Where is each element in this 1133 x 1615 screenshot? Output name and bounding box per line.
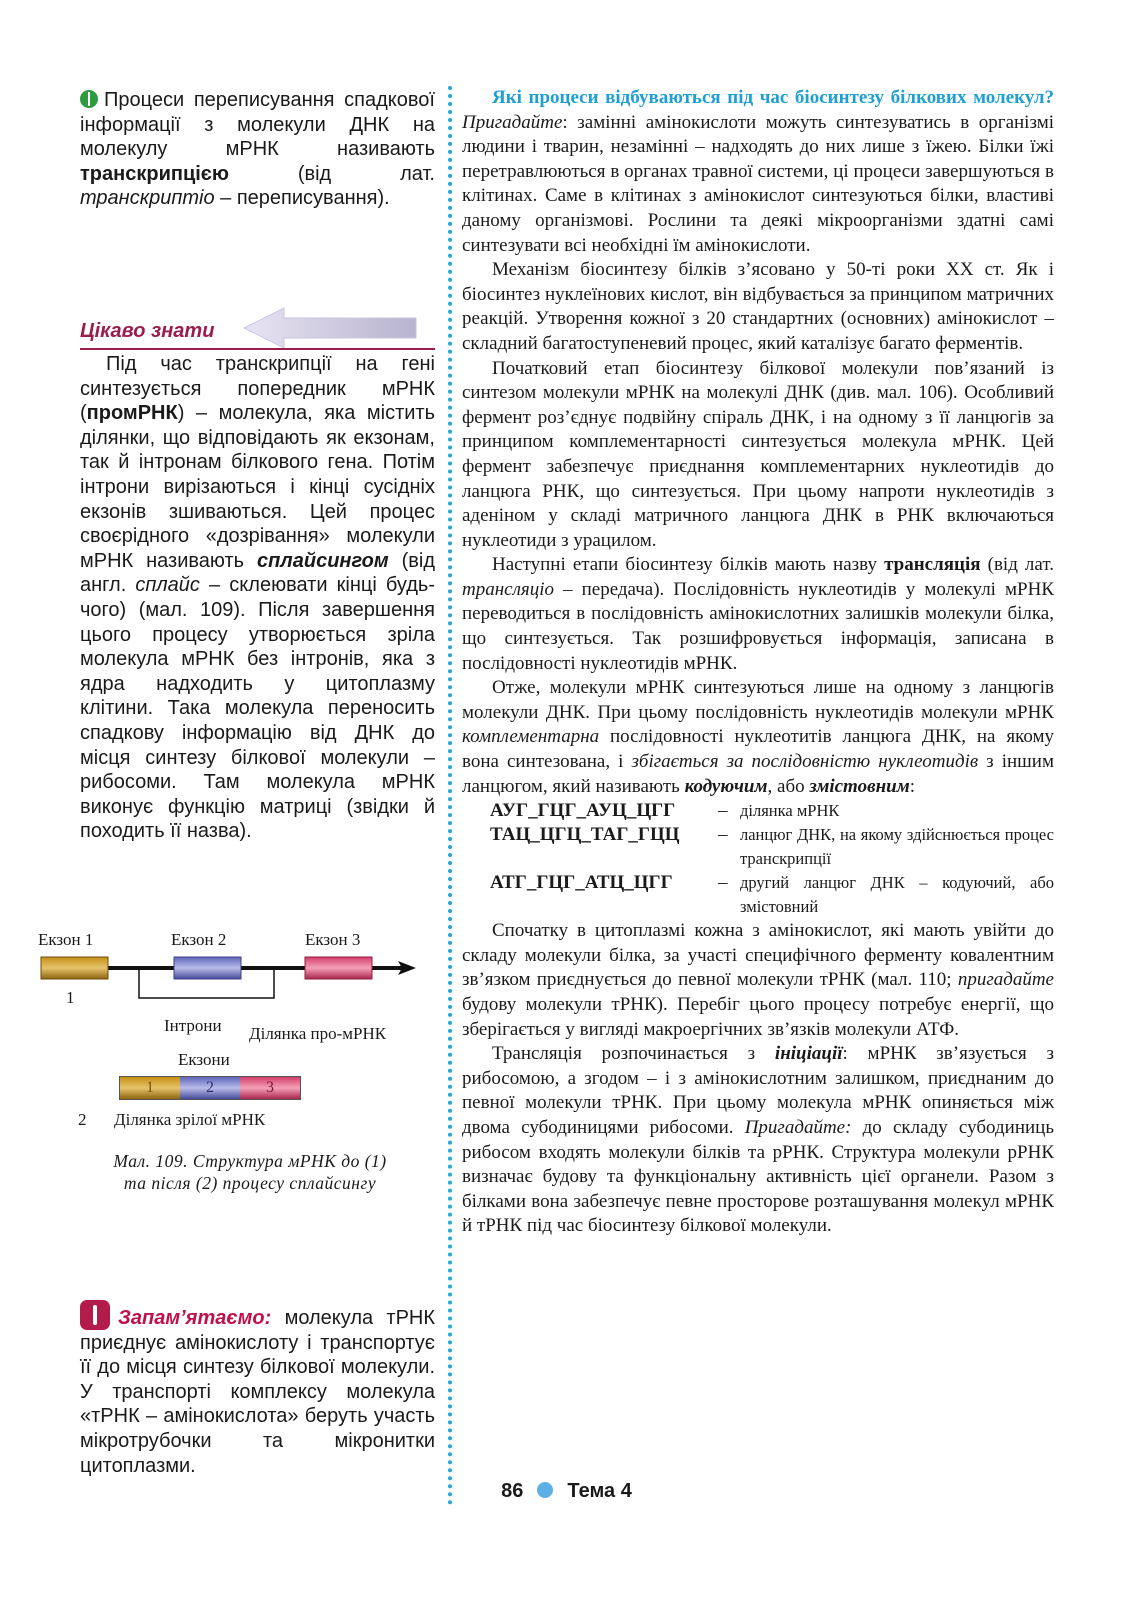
divider [80, 348, 435, 350]
paragraph-5: Отже, молекули мРНК синтезуються лише на одному з ланцюгів молекули ДНК. При цьому послідовність нуклеотидів молекули мРНК комплементарна послідовності нуклеотитів ланцюга ДНК, на якому вона синтезована, і збігається за послідовністю нуклеотидів з іншим ланцюгом, який називають кодуючим, або змістовним: [462, 677, 1054, 797]
topic-label: Тема 4 [567, 1480, 632, 1502]
label-exon2: Екзон 2 [171, 930, 227, 949]
sequence-table [490, 799, 1054, 919]
sequence-row: ТАЦ_ЦГЦ_ТАГ_ГЦЦ – ланцюг ДНК, на якому здійснюється процес транскрипції [490, 823, 1054, 871]
label-exon1: Екзон 1 [38, 930, 94, 949]
note-icon [80, 90, 98, 108]
label-pro-mrna: Ділянка про-мРНК [249, 1024, 387, 1043]
mature-mrna-bar [119, 1076, 301, 1100]
paragraph-3: Початковий етап біосинтезу білкової молекули пов’язаний із синтезом молекули мРНК на молекулі ДНК (див. мал. 106). Особливий фермент роз’єднує подвійну спіраль ДНК, і на одному з її ланцюгів за принципом комплементарності синтезується молекула мРНК. Цей фермент забезпечує приєднання комплементарних нуклеотидів до ланцюга РНК, що синтезується. При цьому напроти нуклеотидів з аденіном у складі матричного ланцюга ДНК в РНК включаються нуклеотиди з урацилом. [462, 357, 1054, 551]
section-question: Які процеси відбуваються під час біосинтезу білкових молекул? [492, 87, 1054, 108]
arrow-left-icon [240, 304, 430, 352]
sequence-desc: ділянка мРНК [740, 801, 840, 821]
label-mature-mrna: Ділянка зрілої мРНК [114, 1110, 266, 1129]
page-number: 86 [501, 1480, 524, 1502]
paragraph-7: Трансляція розпочинається з ініціації: мРНК зв’язується з рибосомою, а згодом – і з амінокислотним залишком, приєднаним до певної молекули тРНК. При цьому молекула мРНК опиняється між двома субодиницями рибосоми. Пригадайте: до складу субодиниць рибосом входять молекули білків та рРНК. Структура молекули рРНК визначає будову та функціональну активність цієї органели. Разом з білками вона забезпечує певне просторове розташування молекул мРНК й тРНК під час біосинтезу білкової молекули. [462, 1043, 1054, 1237]
sequence-code: АУГ_ГЦГ_АУЦ_ЦГГ [490, 800, 676, 822]
mature-segment-1: 1 [120, 1077, 180, 1099]
label-exon3: Екзон 3 [305, 930, 361, 949]
figure-caption: Мал. 109. Структура мРНК до (1) та після (2) процесу сплайсингу [113, 1151, 387, 1193]
cikavo-header [80, 316, 435, 350]
section-title: Цікаво знати [80, 320, 215, 342]
page-footer [0, 1480, 1133, 1503]
label-num2: 2 [78, 1110, 87, 1129]
remember-box: Запам’ятаємо: молекула тРНК приєднує амінокислоту і транспортує її до місця синтезу білкової молекули. У транспорті комплексу молекула «тРНК – амінокислота» беруть участь мікротрубочки та мікронитки цитоплазми. [80, 1300, 435, 1478]
cikavo-body: Під час транскрипції на гені синтезується попередник мРНК (промРНК) – молекула, яка містить ділянки, що відповідають як екзонам, так й інтронам білкового гена. Потім інтрони вирізаються і кінці сусідніх екзонів зшиваються. Цей процес своєрідного «дозрівання» молекули мРНК називають сплайсингом (від англ. сплайс – склеювати кінці будь-чого) (мал. 109). Після завершення цього процесу утворюється зріла молекула мРНК без інтронів, яка з ядра надходить у цитоплазму клітини. Така молекула переносить спадкову інформацію від ДНК до місця синтезу білкової молекули – рибосоми. Там молекула мРНК виконує функцію матриці (звідки й походить її назва). [80, 353, 435, 843]
column-divider [448, 86, 452, 1506]
label-introns: Інтрони [164, 1016, 222, 1035]
sequence-desc: другий ланцюг ДНК – кодуючий, або змістовний [740, 873, 1054, 917]
mature-segment-3: 3 [240, 1077, 300, 1099]
sequence-desc: ланцюг ДНК, на якому здійснюється процес транскрипції [740, 825, 1054, 869]
paragraph-4: Наступні етапи біосинтезу білків мають назву трансляція (від лат. трансляціо – передача). Послідовність нуклеотидів у молекулі мРНК переводиться в послідовність амінокислотних залишків молекули білка, що синтезується. Так розшифровується інформація, записана в послідовності нуклеотидів мРНК. [462, 554, 1054, 674]
term-transcription: транскрипцією [80, 162, 229, 185]
sequence-row: АУГ_ГЦГ_АУЦ_ЦГГ – ділянка мРНК [490, 799, 1054, 823]
sequence-row: АТГ_ГЦГ_АТЦ_ЦГГ – другий ланцюг ДНК – кодуючий, або змістовний [490, 871, 1054, 919]
remember-title: Запам’ятаємо: [118, 1307, 272, 1329]
remember-icon [80, 1300, 110, 1330]
paragraph-1: Які процеси відбуваються під час біосинтезу білкових молекул? Пригадайте: замінні амінокислоти можуть синтезуватись в організмі людини і тварин, незамінні – надходять до них лише з їжею. Білки їжі перетравлюються в органах травної системи, ці процеси завершуються в клітинах. Саме в клітинах з амінокислот синтезуються білки, властиві даному організмові. Рослини та деякі мікроорганізми здатні самі синтезувати всі необхідні їм амінокислоти. [462, 87, 1054, 256]
intro-note: Процеси переписування спадкової інформації з молекули ДНК на молекулу мРНК називають транскрипцією (від лат. транскриптіо – переписування). [80, 89, 435, 210]
label-exons: Екзони [178, 1050, 230, 1069]
paragraph-6: Спочатку в цитоплазмі кожна з амінокислот, які мають увійти до складу молекули білка, за участі специфічного ферменту ковалентним зв’язком приєднується до певної молекули тРНК (мал. 110; пригадайте будову молекули тРНК). Перебіг цього процесу потребує енергії, що зберігається у вигляді макроергічних зв’язків молекули АТФ. [462, 920, 1054, 1040]
mature-segment-2: 2 [180, 1077, 240, 1099]
bullet-icon [537, 1482, 553, 1498]
sequence-code: АТГ_ГЦГ_АТЦ_ЦГГ [490, 872, 673, 894]
sequence-code: ТАЦ_ЦГЦ_ТАГ_ГЦЦ [490, 824, 680, 846]
paragraph-2: Механізм біосинтезу білків з’ясовано у 50-ті роки XX ст. Як і біосинтез нуклеїнових кислот, він відбувається за принципом матричних реакцій. Утворення кожної з 20 стандартних (основних) амінокислот – складний багатоступеневий процес, який каталізує багато ферментів. [462, 259, 1054, 354]
main-text [462, 86, 1054, 1239]
label-num1: 1 [66, 988, 75, 1007]
pro-mrna-diagram [38, 952, 438, 1012]
